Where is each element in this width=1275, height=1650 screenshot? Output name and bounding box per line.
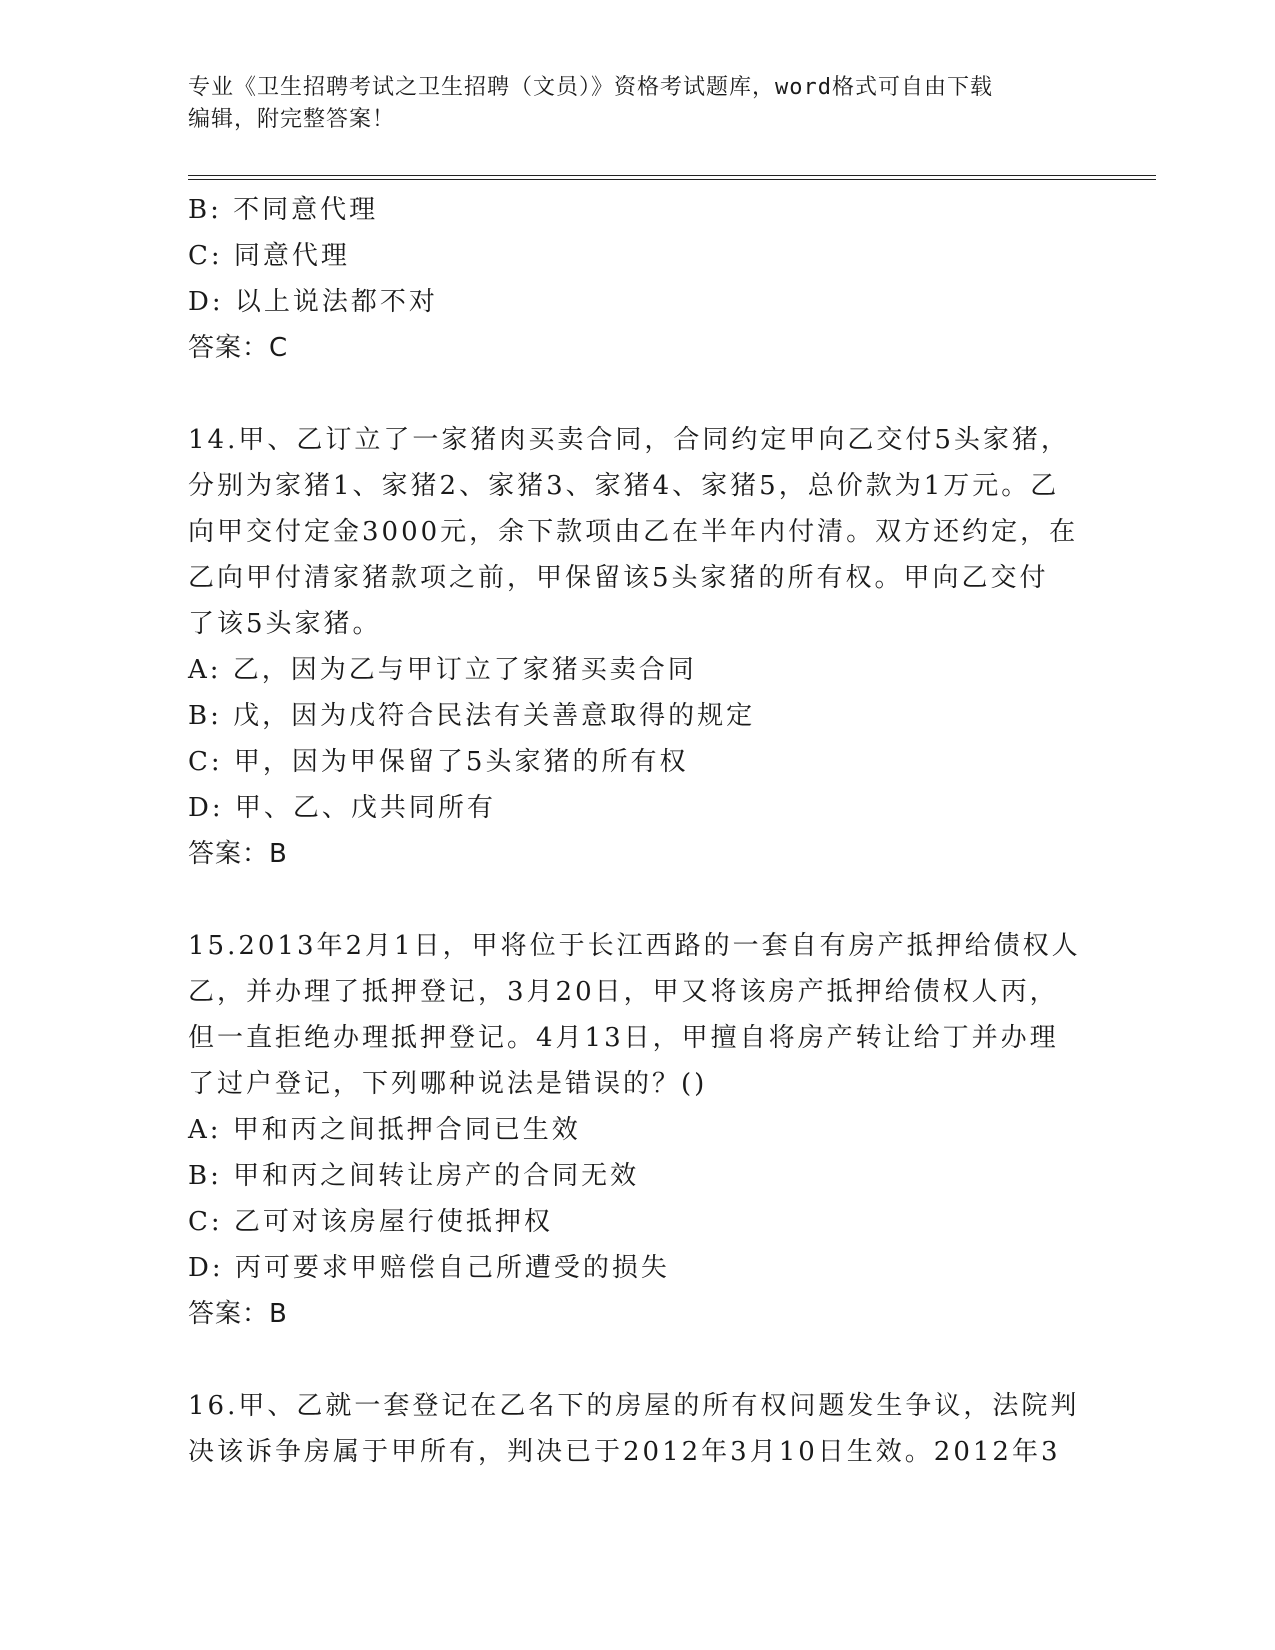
q13-option-b: B: 不同意代理 xyxy=(188,195,379,225)
q14-stem-line: 乙向甲付清家猪款项之前，甲保留该5头家猪的所有权。甲向乙交付 xyxy=(188,563,1049,593)
question-16-block xyxy=(188,1383,1088,1475)
document-header xyxy=(188,72,1068,136)
spacer xyxy=(188,1337,1088,1383)
q15-stem-line: 乙，并办理了抵押登记，3月20日，甲又将该房产抵押给债权人丙， xyxy=(188,977,1059,1007)
q15-stem-line: 了过户登记，下列哪种说法是错误的？() xyxy=(188,1069,708,1099)
q14-stem-line: 了该5头家猪。 xyxy=(188,609,382,639)
header-line-2: 编辑，附完整答案！ xyxy=(188,107,396,132)
question-14-block xyxy=(188,417,1088,877)
q13-answer: 答案：C xyxy=(188,333,289,363)
q14-option-d: D: 甲、乙、戊共同所有 xyxy=(188,793,496,823)
question-15-block xyxy=(188,923,1088,1337)
spacer xyxy=(188,877,1088,923)
header-line-1: 专业《卫生招聘考试之卫生招聘（文员）》资格考试题库，word格式可自由下载 xyxy=(188,75,993,100)
q15-option-b: B: 甲和丙之间转让房产的合同无效 xyxy=(188,1161,640,1191)
q14-stem-line: 向甲交付定金3000元，余下款项由乙在半年内付清。双方还约定，在 xyxy=(188,517,1079,547)
q14-stem-line: 分别为家猪1、家猪2、家猪3、家猪4、家猪5，总价款为1万元。乙 xyxy=(188,471,1060,501)
q13-option-d: D: 以上说法都不对 xyxy=(188,287,438,317)
q15-stem-line: 15.2013年2月1日，甲将位于长江西路的一套自有房产抵押给债权人 xyxy=(188,931,1081,961)
spacer xyxy=(188,371,1088,417)
q14-option-a: A: 乙，因为乙与甲订立了家猪买卖合同 xyxy=(188,655,697,685)
q14-option-b: B: 戊，因为戊符合民法有关善意取得的规定 xyxy=(188,701,756,731)
q15-stem-line: 但一直拒绝办理抵押登记。4月13日，甲擅自将房产转让给丁并办理 xyxy=(188,1023,1059,1053)
q14-option-c: C: 甲，因为甲保留了5头家猪的所有权 xyxy=(188,747,689,777)
q16-stem-line: 16.甲、乙就一套登记在乙名下的房屋的所有权问题发生争议，法院判 xyxy=(188,1391,1080,1421)
q15-option-c: C: 乙可对该房屋行使抵押权 xyxy=(188,1207,553,1237)
q14-stem-line: 14.甲、乙订立了一家猪肉买卖合同，合同约定甲向乙交付5头家猪， xyxy=(188,425,1070,455)
q15-option-a: A: 甲和丙之间抵押合同已生效 xyxy=(188,1115,581,1145)
q13-option-c: C: 同意代理 xyxy=(188,241,350,271)
q14-answer: 答案：B xyxy=(188,839,288,869)
question-13-block xyxy=(188,187,1088,371)
q15-answer: 答案：B xyxy=(188,1299,288,1329)
question-content xyxy=(188,187,1088,1475)
header-divider xyxy=(188,175,1156,180)
q16-stem-line: 决该诉争房属于甲所有，判决已于2012年3月10日生效。2012年3 xyxy=(188,1437,1061,1467)
q15-option-d: D: 丙可要求甲赔偿自己所遭受的损失 xyxy=(188,1253,670,1283)
